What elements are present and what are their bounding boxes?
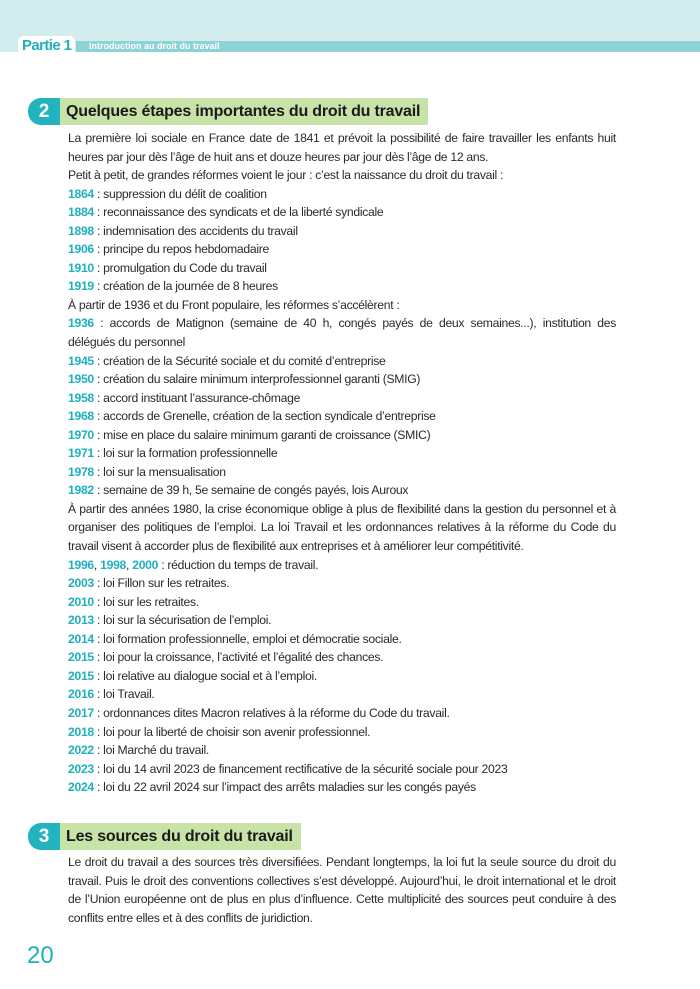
timeline-entry: [68, 481, 616, 500]
entry-year: 2015: [68, 668, 94, 683]
entry-year: 1970: [68, 427, 94, 442]
timeline-entry: [68, 185, 616, 204]
timeline-entry: [68, 352, 616, 371]
entry-year: 2016: [68, 687, 94, 702]
entry-text: : loi relative au dialogue social et à l’emploi.: [93, 668, 318, 683]
part-subtitle: Introduction au droit du travail: [89, 41, 220, 51]
entry-text: : mise en place du salaire minimum garanti de croissance (SMIC): [93, 427, 431, 442]
entry-text: : loi Fillon sur les retraites.: [93, 576, 230, 591]
page-number: 20: [27, 942, 54, 969]
entry-text: : accords de Matignon (semaine de 40 h, congés payés de deux semaines...), institution des délégués du personnel: [68, 316, 616, 350]
entry-year: 2014: [68, 631, 94, 646]
timeline-entry: [68, 667, 616, 686]
timeline-entry: [68, 222, 616, 241]
timeline-entry: [68, 407, 616, 426]
entry-year: 2023: [68, 761, 94, 776]
timeline-entry: [68, 778, 616, 797]
timeline-entry: [68, 203, 616, 222]
entry-year: 1906: [68, 242, 94, 257]
timeline-entry: [68, 444, 616, 463]
timeline-entry: [68, 630, 616, 649]
timeline-entry: [68, 259, 616, 278]
entry-text: : création de la journée de 8 heures: [93, 279, 278, 294]
entry-text: : loi pour la liberté de choisir son avenir professionnel.: [93, 724, 371, 739]
entry-text: : loi sur la mensualisation: [93, 464, 226, 479]
timeline-entry: [68, 574, 616, 593]
entry-year: 1919: [68, 279, 94, 294]
entry-year: 1968: [68, 409, 94, 424]
intro-paragraph: La première loi sociale en France date de 1841 et prévoit la possibilité de faire travailler les enfants huit heures par jour dès l’âge de huit ans et douze heures par jour dès l’âge de 12 ans.: [68, 131, 616, 164]
section-3-body: [68, 853, 616, 927]
entry-text: : accords de Grenelle, création de la section syndicale d’entreprise: [93, 409, 436, 424]
section-title: Quelques étapes importantes du droit du travail: [60, 98, 428, 125]
entry-text: : accord instituant l’assurance-chômage: [93, 390, 301, 405]
entry-year: 1884: [68, 205, 94, 220]
entry-text: : principe du repos hebdomadaire: [93, 242, 269, 257]
timeline-entry: [68, 370, 616, 389]
entry-text: : loi Travail.: [93, 687, 155, 702]
entry-text: : loi pour la croissance, l’activité et l’égalité des chances.: [93, 650, 384, 665]
timeline-entry: [68, 593, 616, 612]
timeline-entry: [68, 648, 616, 667]
timeline-entry: [68, 314, 616, 351]
entry-year: 1945: [68, 353, 94, 368]
entry-text: : création du salaire minimum interprofessionnel garanti (SMIG): [93, 372, 421, 387]
entry-text: : ordonnances dites Macron relatives à la réforme du Code du travail.: [93, 705, 450, 720]
timeline-entry: [68, 611, 616, 630]
section-number: 3: [28, 823, 60, 850]
entry-year: 2022: [68, 743, 94, 758]
entry-year: 1958: [68, 390, 94, 405]
entry-text: : loi du 14 avril 2023 de financement rectificative de la sécurité sociale pour 2023: [93, 761, 508, 776]
lead-paragraph: À partir des années 1980, la crise économique oblige à plus de flexibilité dans la gestion du personnel et à organiser des politiques de l’emploi. La loi Travail et les ordonnances relatives à la réforme du Code du travail visent à accorder plus de flexibilité aux entreprises et à améliorer leur compétitivité.: [68, 501, 616, 554]
part-label: Partie 1: [18, 36, 75, 54]
entry-text: : loi sur la sécurisation de l’emploi.: [93, 613, 272, 628]
timeline-entry: [68, 277, 616, 296]
entry-year: 1898: [68, 223, 94, 238]
entry-year: 2017: [68, 705, 94, 720]
entry-text: : loi du 22 avril 2024 sur l’impact des arrêts maladies sur les congés payés: [93, 780, 476, 795]
entry-year: 2013: [68, 613, 94, 628]
lead-paragraph: À partir de 1936 et du Front populaire, les réformes s’accélèrent :: [68, 297, 400, 312]
entry-year: 1982: [68, 483, 94, 498]
entry-text: : loi Marché du travail.: [93, 743, 210, 758]
section-2-body: [68, 129, 616, 797]
timeline-entry: [68, 426, 616, 445]
timeline-entry: [68, 741, 616, 760]
entry-text: : loi sur les retraites.: [93, 594, 199, 609]
timeline-entry: [68, 723, 616, 742]
entry-year: 2015: [68, 650, 94, 665]
entry-text: : loi formation professionnelle, emploi et démocratie sociale.: [93, 631, 402, 646]
entry-year: 1864: [68, 186, 94, 201]
entry-year: 1936: [68, 316, 94, 331]
entry-year: 1910: [68, 260, 94, 275]
entry-year: 2010: [68, 594, 94, 609]
timeline-entry: [68, 685, 616, 704]
entry-year: 2018: [68, 724, 94, 739]
entry-text: : reconnaissance des syndicats et de la liberté syndicale: [93, 205, 384, 220]
section-title: Les sources du droit du travail: [60, 823, 301, 850]
entry-year: 1971: [68, 446, 94, 461]
section-number: 2: [28, 98, 60, 125]
entry-text: : création de la Sécurité sociale et du comité d’entreprise: [93, 353, 386, 368]
timeline-entry: [68, 463, 616, 482]
entry-text: : loi sur la formation professionnelle: [93, 446, 278, 461]
entry-text: : suppression du délit de coalition: [93, 186, 267, 201]
timeline-entry: [68, 760, 616, 779]
timeline-entry: [68, 389, 616, 408]
sources-paragraph: Le droit du travail a des sources très diversifiées. Pendant longtemps, la loi fut la seule source du droit du travail. Puis le droit des conventions collectives s’est développé. Aujourd’hui, le droit international et le droit de l’Union européenne ont de plus en plus d’influence. Cette multiplicité des sources peut conduire à des conflits entre elles et à des conflits de juridiction.: [68, 855, 616, 925]
entry-text: : indemnisation des accidents du travail: [93, 223, 298, 238]
entry-year: 2003: [68, 576, 94, 591]
entry-text: : semaine de 39 h, 5e semaine de congés payés, lois Auroux: [93, 483, 409, 498]
entry-year: 1978: [68, 464, 94, 479]
entry-year: 1950: [68, 372, 94, 387]
timeline-entry: [68, 240, 616, 259]
section-2-heading: [28, 98, 428, 125]
entry-year: 2024: [68, 780, 94, 795]
entry-text: : promulgation du Code du travail: [93, 260, 267, 275]
lead-paragraph: Petit à petit, de grandes réformes voient le jour : c’est la naissance du droit du travail :: [68, 168, 504, 183]
section-3-heading: [28, 823, 301, 850]
timeline-entry: 1996, 1998, 2000 : réduction du temps de travail.: [68, 557, 319, 572]
timeline-entry: [68, 704, 616, 723]
